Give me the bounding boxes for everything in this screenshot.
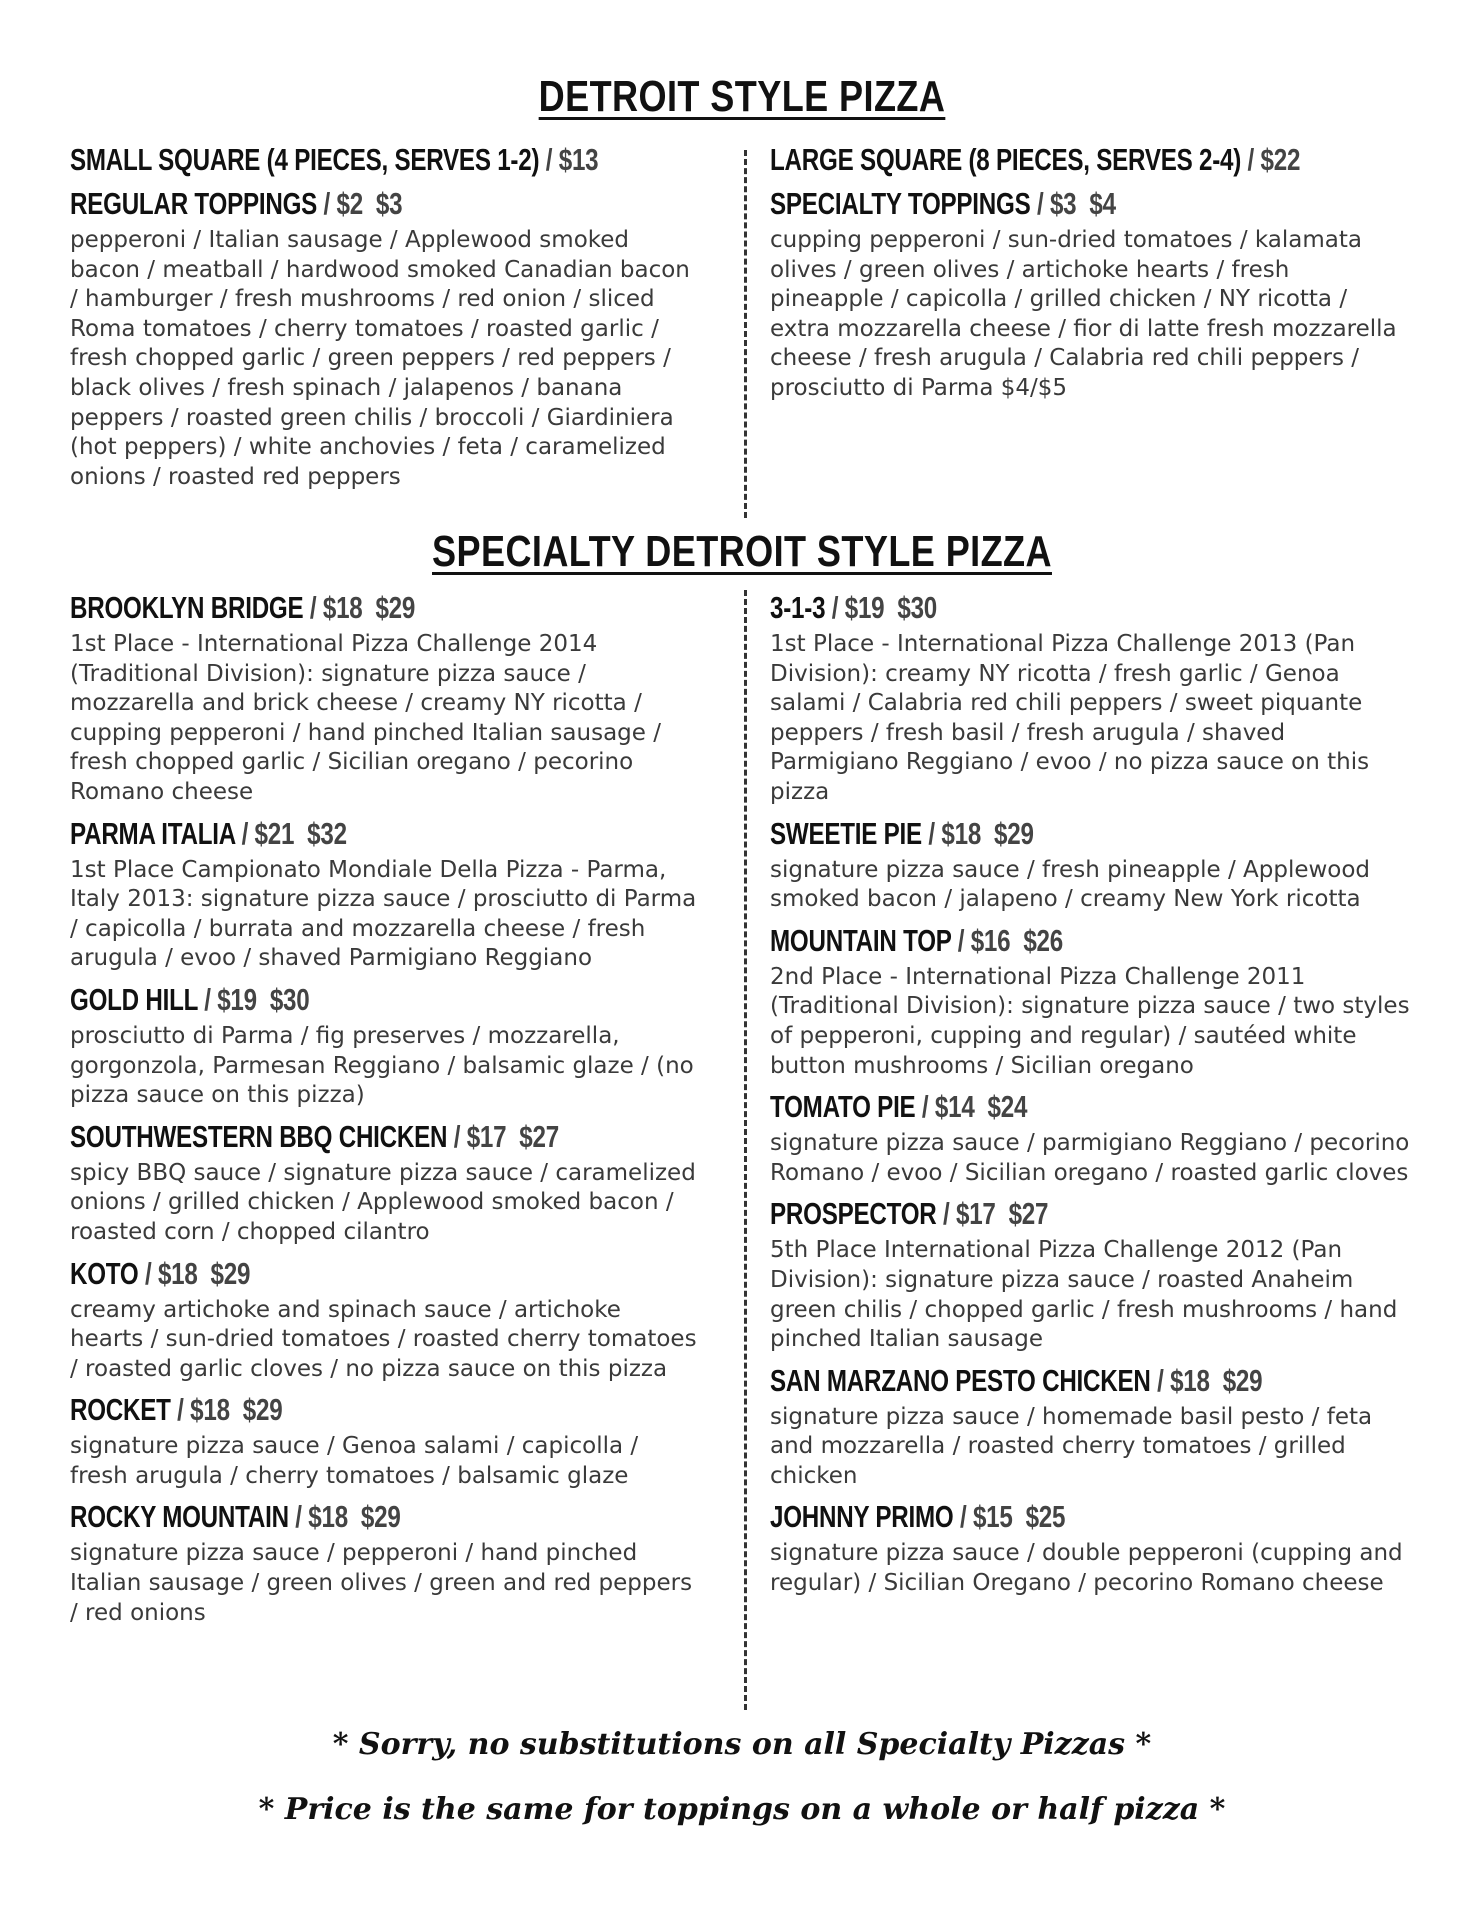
menu-item-name: MOUNTAIN TOP bbox=[770, 922, 952, 958]
menu-item bbox=[70, 978, 700, 1111]
menu-item-heading: SOUTHWESTERN BBQ CHICKEN / $17 $27 bbox=[70, 1118, 559, 1154]
menu-item-heading: JOHNNY PRIMO / $15 $25 bbox=[770, 1499, 1066, 1535]
price-same-note: * Price is the same for toppings on a whole or half pizza * bbox=[258, 1792, 1226, 1827]
menu-item-price: $18 $29 bbox=[190, 1392, 283, 1428]
no-substitutions-note: * Sorry, no substitutions on all Specialty Pizzas * bbox=[332, 1727, 1152, 1762]
menu-item bbox=[70, 1252, 700, 1385]
regular-toppings-label: REGULAR TOPPINGS bbox=[70, 186, 318, 221]
menu-item-heading: PARMA ITALIA / $21 $32 bbox=[70, 815, 347, 851]
menu-item-name: KOTO bbox=[70, 1255, 139, 1291]
menu-item-heading: BROOKLYN BRIDGE / $18 $29 bbox=[70, 590, 416, 625]
menu-item-heading: SAN MARZANO PESTO CHICKEN / $18 $29 bbox=[770, 1362, 1263, 1398]
menu-item-heading: PROSPECTOR / $17 $27 bbox=[770, 1196, 1049, 1232]
menu-item-price: $19 $30 bbox=[844, 590, 938, 625]
large-square-label: LARGE SQUARE (8 PIECES, SERVES 2-4) bbox=[770, 142, 1242, 177]
column-divider-bottom bbox=[744, 590, 747, 1710]
menu-item-description: signature pizza sauce / homemade basil pesto / feta and mozzarella / roasted cherry tomatoes / grilled chicken bbox=[770, 1403, 1373, 1489]
menu-item-price: $17 $27 bbox=[955, 1196, 1049, 1232]
large-square-heading: LARGE SQUARE (8 PIECES, SERVES 2-4) / $22 bbox=[770, 142, 1301, 177]
menu-item-name: SAN MARZANO PESTO CHICKEN bbox=[770, 1362, 1151, 1398]
menu-item-name: SWEETIE PIE bbox=[770, 815, 922, 851]
menu-item bbox=[70, 1495, 700, 1628]
menu-item-heading: 3-1-3 / $19 $30 bbox=[770, 590, 938, 625]
menu-item bbox=[770, 1495, 1410, 1598]
menu-item-price: $18 $29 bbox=[1170, 1362, 1263, 1398]
menu-item bbox=[770, 586, 1410, 808]
menu-item-name: TOMATO PIE bbox=[770, 1089, 916, 1125]
menu-item-description: signature pizza sauce / fresh pineapple / Applewood smoked bacon / jalapeno / creamy New York ricotta bbox=[770, 856, 1371, 913]
menu-item-heading: ROCKY MOUNTAIN / $18 $29 bbox=[70, 1499, 401, 1535]
detroit-right-column bbox=[770, 138, 1410, 404]
menu-item-heading: KOTO / $18 $29 bbox=[70, 1255, 251, 1291]
detroit-left-column bbox=[70, 138, 700, 492]
specialty-toppings-list: cupping pepperoni / sun-dried tomatoes / kalamata olives / green olives / artichoke hearts / fresh pineapple / capicolla / grilled chicken / NY ricotta / extra mozzarella cheese / fior di latte fresh mozzarella cheese / fresh arugula / Calabria red chili peppers / prosciutto di Parma $4/$5 bbox=[770, 227, 1397, 401]
menu-item-description: signature pizza sauce / Genoa salami / capicolla / fresh arugula / cherry tomatoes / balsamic glaze bbox=[70, 1433, 639, 1489]
specialty-right-column bbox=[770, 586, 1410, 1603]
menu-item-heading: SWEETIE PIE / $18 $29 bbox=[770, 815, 1034, 851]
large-square-price: $22 bbox=[1260, 142, 1301, 177]
menu-item-price: $17 $27 bbox=[466, 1118, 559, 1154]
small-square-heading: SMALL SQUARE (4 PIECES, SERVES 1-2) / $13 bbox=[70, 142, 599, 177]
menu-item-heading: MOUNTAIN TOP / $16 $26 bbox=[770, 922, 1063, 958]
menu-item-name: PROSPECTOR bbox=[770, 1196, 937, 1232]
detroit-style-title: DETROIT STYLE PIZZA bbox=[538, 72, 946, 121]
menu-item-name: ROCKET bbox=[70, 1392, 171, 1428]
menu-item-price: $21 $32 bbox=[254, 815, 347, 851]
regular-toppings-heading: REGULAR TOPPINGS / $2 $3 bbox=[70, 186, 403, 221]
specialty-toppings-label: SPECIALTY TOPPINGS bbox=[770, 186, 1031, 221]
specialty-toppings-heading: SPECIALTY TOPPINGS / $3 $4 bbox=[770, 186, 1116, 221]
menu-item-name: BROOKLYN BRIDGE bbox=[70, 590, 304, 625]
menu-item bbox=[770, 919, 1410, 1081]
column-divider-top bbox=[744, 150, 747, 518]
menu-item-description: signature pizza sauce / pepperoni / hand pinched Italian sausage / green olives / green and red peppers / red onions bbox=[70, 1540, 693, 1626]
menu-item bbox=[70, 812, 700, 974]
menu-item-description: 2nd Place - International Pizza Challenge 2011 (Traditional Division): signature pizza sauce / two styles of pepperoni, cupping and regular) / sautéed white button mushrooms / Sicilian oregano bbox=[770, 963, 1410, 1079]
menu-item-description: 5th Place International Pizza Challenge 2012 (Pan Division): signature pizza sauce / roasted Anaheim green chilis / chopped garlic / fresh mushrooms / hand pinched Italian sausage bbox=[770, 1237, 1398, 1353]
menu-item-price: $18 $29 bbox=[941, 815, 1034, 851]
menu-item-description: 1st Place - International Pizza Challenge 2014 (Traditional Division): signature pizza sauce / mozzarella and brick cheese / creamy NY ricotta / cupping pepperoni / hand pinched Italian sausage / fresh chopped garlic / Sicilian oregano / pecorino Romano cheese bbox=[70, 631, 661, 805]
menu-item-description: prosciutto di Parma / fig preserves / mozzarella, gorgonzola, Parmesan Reggiano / balsamic glaze / (no pizza sauce on this pizza) bbox=[70, 1022, 694, 1109]
menu-item-heading: GOLD HILL / $19 $30 bbox=[70, 981, 310, 1017]
menu-item-price: $18 $29 bbox=[322, 590, 416, 625]
menu-item-name: GOLD HILL bbox=[70, 981, 198, 1017]
menu-item-name: 3-1-3 bbox=[770, 590, 826, 625]
menu-item-price: $19 $30 bbox=[217, 981, 310, 1017]
specialty-toppings-price: $3 $4 bbox=[1049, 186, 1116, 221]
menu-item-price: $15 $25 bbox=[972, 1499, 1066, 1535]
menu-item-description: signature pizza sauce / parmigiano Reggiano / pecorino Romano / evoo / Sicilian oregano / roasted garlic cloves bbox=[770, 1130, 1410, 1186]
menu-item-description: 1st Place Campionato Mondiale Della Pizza - Parma, Italy 2013: signature pizza sauce / prosciutto di Parma / capicolla / burrata and mozzarella cheese / fresh arugula / evoo / shaved Parmigiano Reggiano bbox=[70, 856, 697, 972]
menu-item-name: JOHNNY PRIMO bbox=[770, 1499, 954, 1535]
menu-item-name: ROCKY MOUNTAIN bbox=[70, 1499, 289, 1535]
regular-toppings-list: pepperoni / Italian sausage / Applewood smoked bacon / meatball / hardwood smoked Canadian bacon / hamburger / fresh mushrooms / red onion / sliced Roma tomatoes / cherry tomatoes / roasted garlic / fresh chopped garlic / green peppers / red peppers / black olives / fresh spinach / jalapenos / banana peppers / roasted green chilis / broccoli / Giardiniera (hot peppers) / white anchovies / feta / caramelized onions / roasted red peppers bbox=[70, 227, 690, 490]
menu-item-heading: TOMATO PIE / $14 $24 bbox=[770, 1089, 1028, 1125]
menu-item-heading: ROCKET / $18 $29 bbox=[70, 1392, 283, 1428]
menu-item bbox=[70, 1388, 700, 1491]
menu-item bbox=[770, 1192, 1410, 1354]
menu-item-price: $14 $24 bbox=[934, 1089, 1028, 1125]
menu-item bbox=[770, 1359, 1410, 1492]
menu-item-description: 1st Place - International Pizza Challenge 2013 (Pan Division): creamy NY ricotta / fresh garlic / Genoa salami / Calabria red chili peppers / sweet piquante peppers / fresh basil / fresh arugula / shaved Parmigiano Reggiano / evoo / no pizza sauce on this pizza bbox=[770, 631, 1370, 805]
menu-item-description: signature pizza sauce / double pepperoni (cupping and regular) / Sicilian Oregano / pecorino Romano cheese bbox=[770, 1540, 1403, 1597]
menu-item-price: $16 $26 bbox=[970, 922, 1063, 958]
menu-item-price: $18 $29 bbox=[308, 1499, 401, 1535]
specialty-detroit-style-title: SPECIALTY DETROIT STYLE PIZZA bbox=[432, 527, 1052, 576]
specialty-left-column bbox=[70, 586, 700, 1632]
menu-item-description: creamy artichoke and spinach sauce / artichoke hearts / sun-dried tomatoes / roasted cherry tomatoes / roasted garlic cloves / no pizza sauce on this pizza bbox=[70, 1296, 697, 1382]
menu-item bbox=[770, 1085, 1410, 1188]
small-square-label: SMALL SQUARE (4 PIECES, SERVES 1-2) bbox=[70, 142, 540, 177]
menu-item-name: PARMA ITALIA bbox=[70, 815, 236, 851]
menu-item bbox=[770, 812, 1410, 915]
menu-item bbox=[70, 586, 700, 808]
menu-item bbox=[70, 1115, 700, 1248]
menu-item-description: spicy BBQ sauce / signature pizza sauce / caramelized onions / grilled chicken / Applewood smoked bacon / roasted corn / chopped cilantro bbox=[70, 1159, 696, 1245]
menu-item-name: SOUTHWESTERN BBQ CHICKEN bbox=[70, 1118, 448, 1154]
menu-item-price: $18 $29 bbox=[157, 1255, 251, 1291]
small-square-price: $13 bbox=[558, 142, 599, 177]
regular-toppings-price: $2 $3 bbox=[336, 186, 403, 221]
